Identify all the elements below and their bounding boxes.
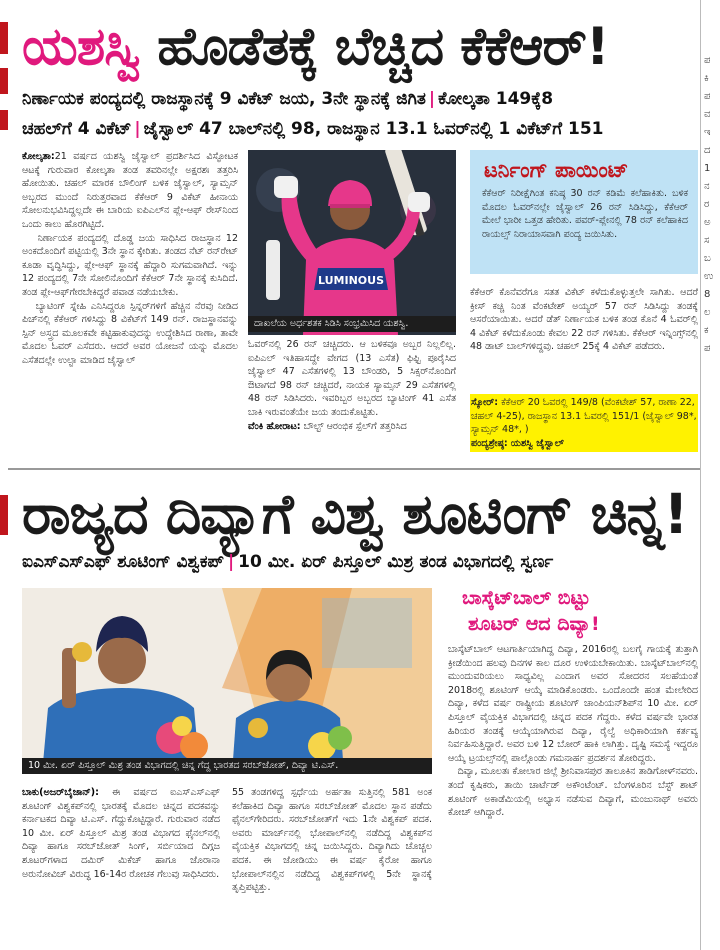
player-illustration (248, 150, 456, 335)
adjacent-column-char: ಕ (704, 325, 709, 336)
adjacent-column-char: 8 (704, 289, 711, 300)
adjacent-column-char: ಇ (704, 127, 711, 138)
scorecard (470, 394, 698, 452)
headline-1-black: ಹೊಡೆತಕ್ಕೆ ಬೆಚ್ಚಿದ ಕೆಕೆಆರ್! (157, 17, 609, 77)
sidebar-body: ಬಾಸ್ಕೆಟ್‌ಬಾಲ್ ಆಟಗಾರ್ತಿಯಾಗಿದ್ದ ದಿವ್ಯಾ, 2016ರಲ್ಲಿ ಬಲಗೈ ಗಾಯಕ್ಕೆ ತುತ್ತಾಗಿ ಕ್ರೀಡೆಯಿಂದ ಹಲವು ದಿನಗಳ ಕಾಲ ದೂರ ಉಳಿಯಬೇಕಾಯಿತು. ಬಾಸ್ಕೆಟ್‌ಬಾಲ್‌ನಲ್ಲಿ ಮುಂದುವರಿಯಲು ಸಾಧ್ಯವಿಲ್ಲ ಎಂದಾಗ ಅವರ ಸೋದರನ ಸಲಹೆಯಂತೆ 2018ರಲ್ಲಿ ಶೂಟಿಂಗ್ ಆಯ್ಕೆ ಮಾಡಿಕೊಂಡರು. ಒಂದೊಂದೇ ಹಂತ ಮೇಲೇರಿದ ದಿವ್ಯಾ, ಕಳೆದ ವರ್ಷ ರಾಷ್ಟ್ರೀಯ ಶೂಟಿಂಗ್ ಚಾಂಪಿಯನ್‌ಶಿಪ್‌ನ 10 ಮೀ. ಏರ್ ಪಿಸ್ತೂಲ್ ವೈಯಕ್ತಿಕ ವಿಭಾಗದಲ್ಲಿ ಚಿನ್ನದ ಪದಕ ಗೆದ್ದರು. ಕಳೆದ ವರ್ಷವೇ ಭಾರತ ಹಿರಿಯರ ತಂಡಕ್ಕೆ ಆಯ್ಕೆಯಾಗಿರುವ ದಿವ್ಯಾ, ರೈಲ್ವೆ ಅಧಿಕಾರಿಯಾಗಿ ಕರ್ತವ್ಯ ನಿರ್ವಹಿಸುತ್ತಿದ್ದಾರೆ. ಅವರ ಬಳಿ 12 ಬೋರ್ ಹಾಕಿ ಲಾಗಿತ್ತು. ದೃಷ್ಟಿ ಸಮಸ್ಯೆ ಇದ್ದರೂ ಆಯ್ಕೆ ಟ್ರಯಲ್ಸ್‌ನಲ್ಲಿ ಪಾಲ್ಗೊಂಡು ಗಮನಾರ್ಹ ಪ್ರದರ್ಶನ ತೋರಿದ್ದರು. ದಿವ್ಯಾ, ಮೂಲತಃ ಕೋಲಾರ ಜಿಲ್ಲೆ ಶ್ರೀನಿವಾಸಪುರ ತಾಲೂಕಿನ ತಾಡಿಗೋಳ್‌ನವರು. ತಂದೆ ಕೃಷಿಕರು, ತಾಯಿ ಚಾರ್ಟೆಡ್ ಅಕೌಂಟೆಂಟ್. ಬೆಂಗಳೂರಿನ ಬೆಸ್ಟ್ ಶಾಟ್ ಶೂಟಿಂಗ್ ಅಕಾಡೆಮಿಯಲ್ಲಿ ಅಭ್ಯಾಸ ನಡೆಸುವ ದಿವ್ಯಾಗೆ, ಮಂಜುನಾಥ್ ಅವರು ಕೋಚ್ ಆಗಿದ್ದಾರೆ. (448, 644, 698, 819)
story-1-column-1: ಕೋಲ್ಕತಾ:21 ವರ್ಷದ ಯಶಸ್ವಿ ಜೈಸ್ವಾಲ್ ಪ್ರದರ್ಶಿಸಿದ ವಿಸ್ಫೋಟಕ ಆಟಕ್ಕೆ ಗುರುವಾರ ಕೋಲ್ಕತಾ ತಂಡ ತವರಿನಲ್ಲೇ ಅಕ್ಷರಶಃ ತತ್ತರಿಸಿ ಹೋಯಿತು. ಚಹಲ್ ಮಾರಕ ಬೌಲಿಂಗ್ ಬಳಿಕ ಜೈಸ್ವಾಲ್, ಸ್ಯಾಮ್ಸನ್ ಅಬ್ಬರದ ಮುಂದೆ ನಿರುತ್ತರವಾದ ಕೆಕೆಆರ್ 9 ವಿಕೆಟ್ ಹೀನಾಯ ಸೋಲನುಭವಿಸಿದ್ದಲ್ಲದೇ ಈ ಬಾರಿಯ ಐಪಿಎಲ್‌ನ ಪ್ಲೇ-ಆಫ್ ರೇಸ್‌ನಿಂದ ಒಂದು ಕಾಲು ಹೊರಗಿಟ್ಟಿದೆ. ನಿರ್ಣಾಯಕ ಪಂದ್ಯದಲ್ಲಿ ದೊಡ್ಡ ಜಯ ಸಾಧಿಸಿದ ರಾಜಸ್ಥಾನ 12 ಅಂಕದೊಂದಿಗೆ ಪಟ್ಟಿಯಲ್ಲಿ 3ನೇ ಸ್ಥಾನ ಕ್ಕೇರಿತು. ತಂಡದ ನೆಟ್ ರನ್‌ರೇಟ್ ಕೂಡಾ ವೃದ್ಧಿಸಿದ್ದು, ಪ್ಲೇ-ಆಫ್ ಸ್ಥಾನಕ್ಕೆ ಹೆದ್ದಾರಿ ಸುಗಮವಾಗಿದೆ. ಇನ್ನು 12 ಪಂದ್ಯದಲ್ಲಿ 7ನೇ ಸೋಲಿನೊಂದಿಗೆ ಕೆಕೆಆರ್ 7ನೇ ಸ್ಥಾನಕ್ಕೆ ಕುಸಿದಿದೆ. ತಂಡ ಪ್ಲೇ-ಆಫ್‌ಗೇರಬೇಕಿದ್ದರೆ ಪವಾಡ ನಡೆಯಬೇಕು. ಬ್ಯಾಟಿಂಗ್ ಸ್ನೇಹಿ ಎನಿಸಿದ್ದರೂ ಸ್ಪಿನ್ನರ್‌ಗಳಿಗೆ ಹೆಚ್ಚಿನ ನೆರವು ನೀಡಿದ ಪಿಚ್‌ನಲ್ಲಿ ಕೆಕೆಆರ್ ಗಳಿಸಿದ್ದು 8 ವಿಕೆಟ್‌ಗೆ 149 ರನ್. ರಾಜಸ್ಥಾನವನ್ನು ಸ್ಪಿನ್ ಅಸ್ತ್ರದ ಮೂಲಕವೇ ಕಟ್ಟಿಹಾಕುವುದನ್ನು ಉದ್ದೇಶಿಸಿದ ರಾಣಾ, ತಾವೇ ಮೊದಲ ಓವರ್ ಎಸೆದರು. ಆದರೆ ಅವರ ಯೋಜನೆ ಯನ್ನು ಮೊದಲ ಎಸೆತದಲ್ಲೇ ಉಲ್ಟಾ ಮಾಡಿದ ಜೈಸ್ವಾಲ್ (22, 151, 238, 366)
adjacent-column-char: ಕಿ (704, 73, 709, 84)
shooters-photo (22, 588, 432, 774)
medal-winners-illustration (22, 588, 432, 774)
potm-value: ಯಶಸ್ವಿ ಜೈಸ್ವಾಲ್ (510, 437, 564, 449)
turning-point-text: ಕೆಕೆಆರ್ ನಿರೀಕ್ಷೆಗಿಂತ ಕನಿಷ್ಠ 30 ರನ್ ಕಡಿಮೆ ಕಲೆಹಾಕಿತು. ಬಳಿಕ ಮೊದಲ ಓವರ್‌ನಲ್ಲೇ ಜೈಸ್ವಾಲ್ 26 ರನ್ ಸಿಡಿಸಿದ್ದು, ಕೆಕೆಆರ್ ಮೇಲೆ ಭಾರೀ ಒತ್ತಡ ಹೇರಿತು. ಪವರ್-ಪ್ಲೇನಲ್ಲಿ 78 ರನ್ ಕಲೆಹಾಕಿದ ರಾಯಲ್ಸ್ ನಿರಾಯಾಸವಾಗಿ ಪಂದ್ಯ ಜಯಿಸಿತು. (482, 188, 688, 240)
potm-label: ಪಂದ್ಯಶ್ರೇಷ್ಠ: (471, 437, 508, 449)
adjacent-column-char: ನ (704, 181, 710, 192)
score-label: ಸ್ಕೋರ್: (471, 397, 499, 408)
adjacent-column-char: ರ (704, 199, 710, 210)
adjacent-column-char: ಪ (704, 91, 711, 102)
adjacent-column-text (701, 52, 720, 358)
sidebar-title-line1: ಬಾಸ್ಕೆಟ್‌ಬಾಲ್ ಬಿಟ್ಟು (462, 587, 591, 609)
story-1-column-3: ಕೆಕೆಆರ್ ಕೊನೆವರೆಗೂ ಸತತ ವಿಕೆಟ್ ಕಳೆದುಕೊಳ್ಳುತ್ತಲೇ ಸಾಗಿತು. ಆದರೆ ಕ್ರೀಸ್ ಕಚ್ಚಿ ನಿಂತ ವೆಂಕಟೇಶ್ ಅಯ್ಯರ್ 57 ರನ್ ಸಿಡಿಸಿದ್ದು ತಂಡಕ್ಕೆ ಆಸರೆಯಾಯಿತು. ಆದರೆ ಡೆತ್ ನಿರ್ಣಾಯಕ ಬಳಿಕ ತಂಡ ಕೊನೆ 4 ಓವರ್‌ಲ್ಲಿ 4 ವಿಕೆಟ್ ಕಳೆದುಕೊಂಡು ಕೇವಲ 22 ರನ್ ಗಳಿಸಿತು. ಕೆಕೆಆರ್ ಇನ್ನಿಂಗ್ಸ್‌ನಲ್ಲಿ 48 ಡಾಟ್ ಬಾಲ್‌ಗಳಿದ್ದವು. ಚಹಲ್ 25ಕ್ಕೆ 4 ವಿಕೆಟ್ ಪಡೆದರು. (470, 287, 698, 353)
subheadline-2: ಐಎಸ್‌ಎಸ್‌ಎಫ್ ಶೂಟಿಂಗ್ ವಿಶ್ವಕಪ್ | 10 ಮೀ. ಏರ್ ಪಿಸ್ತೂಲ್ ಮಿಶ್ರ ತಂಡ ವಿಭಾಗದಲ್ಲಿ ಸ್ವರ್ಣ (22, 552, 554, 572)
story-2-column-2: 55 ತಂಡಗಳಿದ್ದ ಸ್ಪರ್ಧೆಯ ಅರ್ಹತಾ ಸುತ್ತಿನಲ್ಲಿ 581 ಅಂಕ ಕಲೆಹಾಕಿದ ದಿವ್ಯಾ ಹಾಗೂ ಸರಬ್‌ಜೋತ್ ಮೊದಲ ಸ್ಥಾನ ಪಡೆದು ಫೈನಲ್‌ಗೇರಿದರು. ಸರಬ್‌ಜೋತ್‌ಗೆ ಇದು 1ನೇ ವಿಶ್ವಕಪ್ ಪದಕ. ಅವರು ಮಾರ್ಚ್‌ನಲ್ಲಿ ಭೋಪಾಲ್‌ನಲ್ಲಿ ನಡೆದಿದ್ದ ವಿಶ್ವಕಪ್‌ನ ವೈಯಕ್ತಿಕ ವಿಭಾಗದಲ್ಲಿ ಚಿನ್ನ ಜಯಿಸಿದ್ದರು. ದಿವ್ಯಾಗಿದು ಚೊಚ್ಚಲ ಪದಕ. ಈ ಜೋಡಿಯು ಈ ವರ್ಷ ಕೈರೋ ಹಾಗೂ ಭೋಪಾಲ್‌ನಲ್ಲಿನ ನಡೆದಿದ್ದ ವಿಶ್ವಕಪ್‌ಗಳಲ್ಲಿ 5ನೇ ಸ್ಥಾನಕ್ಕೆ ತೃಪ್ತಿಪಟ್ಟಿತ್ತು. (232, 787, 432, 894)
photo-1-caption: ದಾಖಲೆಯ ಅರ್ಧಶತಕ ಸಿಡಿಸಿ ಸಂಭ್ರಮಿಸಿದ ಯಶಸ್ವಿ. (248, 316, 456, 332)
adjacent-column-char: ಪ (704, 343, 711, 354)
adjacent-column-char: ವ (704, 109, 711, 120)
adjacent-column-char: ಉ (704, 271, 714, 282)
headline-1-pink: ಯಶಸ್ವಿ (22, 17, 141, 77)
score-text: ಕೆಕೆಆರ್ 20 ಓವರಲ್ಲಿ 149/8 (ವೆಂಕಟೇಶ್ 57, ರಾಣಾ 22, ಚಹಲ್ 4-25), ರಾಜಸ್ಥಾನ 13.1 ಓವರಲ್ಲಿ 151/1 (ಜೈಸ್ವಾಲ್ 98*, ಸ್ಯಾಮ್ಸನ್ 48*, ) (471, 397, 697, 435)
divya-sidebar (448, 585, 698, 637)
left-edge-strip (0, 0, 8, 950)
headline-2: ರಾಜ್ಯದ ದಿವ್ಯಾಗೆ ವಿಶ್ವ ಶೂಟಿಂಗ್ ಚಿನ್ನ! (22, 482, 688, 546)
section-divider (8, 468, 700, 470)
adjacent-column-char: ದ (704, 145, 711, 156)
subheadline-1-line2: ಚಹಲ್‌ಗೆ 4 ವಿಕೆಟ್ | ಜೈಸ್ವಾಲ್ 47 ಬಾಲ್‌ನಲ್ಲಿ 98, ರಾಜಸ್ಥಾನ 13.1 ಓವರ್‌ನಲ್ಲಿ 1 ವಿಕೆಟ್‌ಗೆ 151 (22, 119, 604, 139)
headline-1 (22, 16, 702, 78)
adjacent-column-char: 1 (704, 163, 711, 174)
turning-point-box (470, 150, 698, 274)
turning-point-title: ಟರ್ನಿಂಗ್ ಪಾಯಿಂಟ್ (484, 158, 629, 182)
adjacent-column-char: ಸ (704, 235, 710, 246)
subheadline-1-line1: ನಿರ್ಣಾಯಕ ಪಂದ್ಯದಲ್ಲಿ ರಾಜಸ್ಥಾನಕ್ಕೆ 9 ವಿಕೆಟ್ ಜಯ, 3ನೇ ಸ್ಥಾನಕ್ಕೆ ಜಿಗಿತ | ಕೋಲ್ಕತಾ 149ಕ್ಕೆ8 (22, 89, 554, 109)
adjacent-column-char: ಅ (704, 217, 711, 228)
adjacent-column-char: ಪ (704, 55, 711, 66)
adjacent-column-char: ಲ (704, 307, 711, 318)
jaiswal-photo (248, 150, 456, 335)
sidebar-title-line2: ಶೂಟರ್ ಆದ ದಿವ್ಯಾ! (468, 613, 600, 635)
adjacent-column-char: ಬ (704, 253, 711, 264)
adjacent-column (700, 0, 720, 950)
story-2-column-1: ಬಾಕು(ಅಜರ್‌ಬೈಜಾನ್): ಈ ವರ್ಷದ ಐಎಸ್‌ಎಸ್‌ಎಫ್ ಶೂಟಿಂಗ್ ವಿಶ್ವಕಪ್‌ನಲ್ಲಿ ಭಾರತಕ್ಕೆ ಮೊದಲ ಚಿನ್ನದ ಪದಕವನ್ನು ಕರ್ನಾಟಕದ ದಿವ್ಯಾ ಟಿ.ಎಸ್. ಗೆದ್ದುಕೊಟ್ಟಿದ್ದಾರೆ. ಗುರುವಾರ ನಡೆದ 10 ಮೀ. ಏರ್ ಪಿಸ್ತೂಲ್ ಮಿಶ್ರ ತಂಡ ವಿಭಾಗದ ಫೈನಲ್‌ನಲ್ಲಿ ದಿವ್ಯಾ ಹಾಗೂ ಸರಬ್‌ಜೋತ್ ಸಿಂಗ್, ಸರ್ಬಿಯಾದ ದಿಗ್ಗಜ ಶೂಟರ್‌ಗಳಾದ ದಮಿರ್ ಮಿಕೆಚ್ ಹಾಗೂ ಜೊರಾನಾ ಅರುನೋವಿಚ್ ವಿರುದ್ಧ 16-14ರ ರೋಚಕ ಗೆಲುವು ಸಾಧಿಸಿದರು. (22, 787, 220, 880)
jersey-text: LUMINOUS (318, 274, 384, 287)
story-1-column-2: ಓವರ್‌ನಲ್ಲಿ 26 ರನ್ ಚಚ್ಚಿದರು. ಆ ಬಳಿಕವೂ ಅಬ್ಬರ ನಿಲ್ಲಲಿಲ್ಲ. ಐಪಿಎಲ್ ಇತಿಹಾಸದ್ದೇ ವೇಗದ (13 ಎಸೆತ) ಫಿಫ್ಟಿ ಪೂರೈಸಿದ ಜೈಸ್ವಾಲ್ 47 ಎಸೆತಗಳಲ್ಲಿ 13 ಬೌಂಡರಿ, 5 ಸಿಕ್ಸರ್‌ನೊಂದಿಗೆ ಔಟಾಗದೆ 98 ರನ್ ಚಚ್ಚಿದರೆ, ನಾಯಕ ಸ್ಯಾಮ್ಸನ್ 29 ಎಸೆತಗಳಲ್ಲಿ 48 ರನ್ ಸಿಡಿಸಿದರು. ಇವರಿಬ್ಬರ ಅಬ್ಬರದ ಬ್ಯಾಟಿಂಗ್ 41 ಎಸೆತ ಬಾಕಿ ಇರುವಂತೆಯೇ ಜಯ ತಂದುಕೊಟ್ಟಿತು. ವೆಂಕಿ ಹೋರಾಟ: ಬೌಲ್ಟ್ ಆರಂಭಿಕ ಸ್ಪೆಲ್‌ಗೆ ತತ್ತರಿಸಿದ (248, 339, 456, 432)
photo-2-caption: 10 ಮೀ. ಏರ್ ಪಿಸ್ತೂಲ್ ಮಿಶ್ರ ತಂಡ ವಿಭಾಗದಲ್ಲಿ ಚಿನ್ನ ಗೆದ್ದ ಭಾರತದ ಸರಬ್‌ಜೋತ್, ದಿವ್ಯಾ ಟಿ.ಎಸ್. (22, 758, 432, 774)
